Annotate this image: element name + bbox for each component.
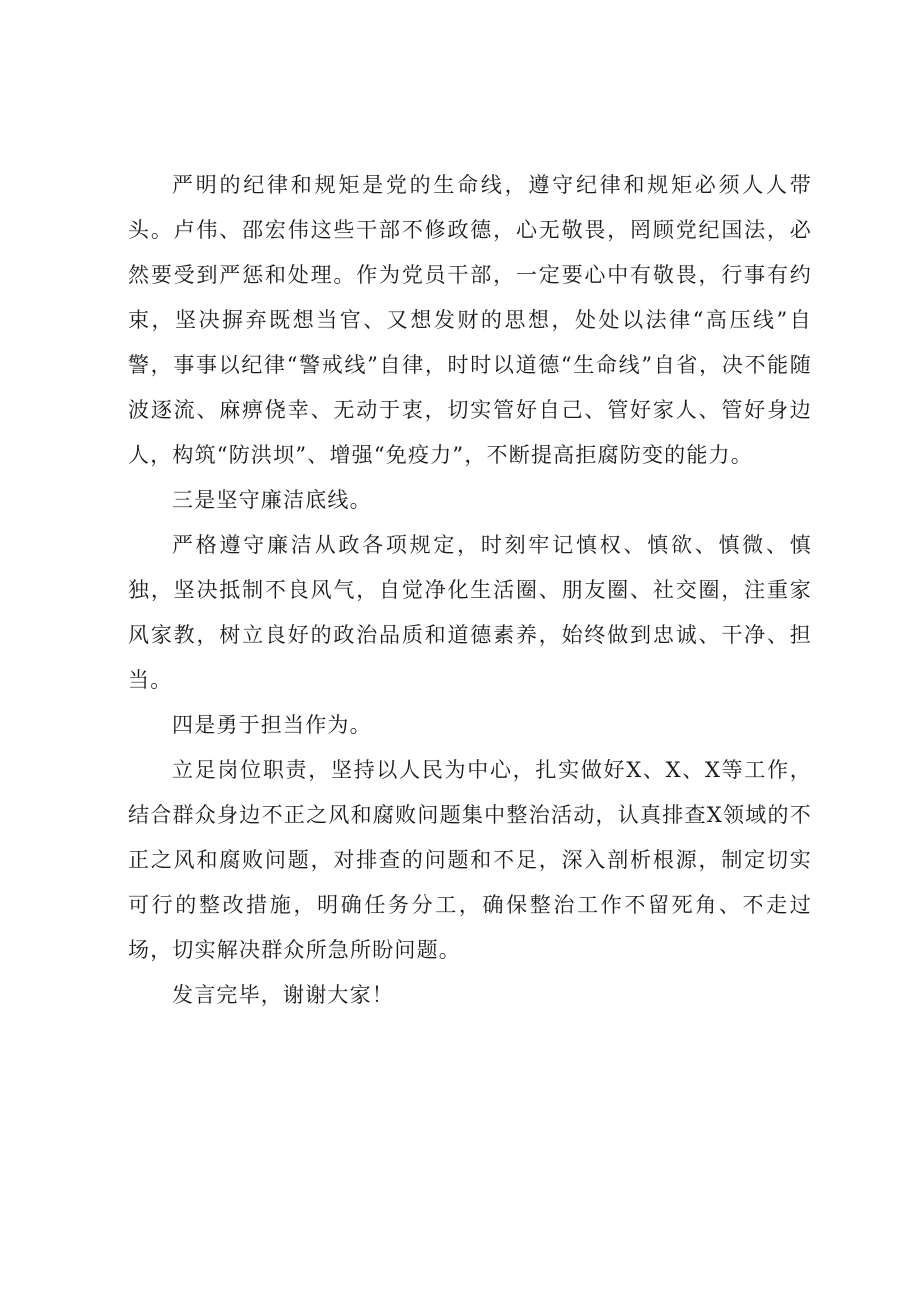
paragraph-discipline: 严明的纪律和规矩是党的生命线，遵守纪律和规矩必须人人带头。卢伟、邵宏伟这些干部不修政德，心无敬畏，罔顾党纪国法，必然要受到严惩和处理。作为党员干部，一定要心中有敬畏，行事有约束，坚决摒弃既想当官、又想发财的思想，处处以法律“高压线”自警，事事以纪律“警戒线”自律，时时以道德“生命线”自省，决不能随波逐流、麻痹侥幸、无动于衷，切实管好自己、管好家人、管好身边人，构筑“防洪坝”、增强“免疫力”，不断提高拒腐防变的能力。 [128, 173, 812, 467]
closing-remark: 发言完毕，谢谢大家！ [172, 983, 394, 1007]
section-heading-responsibility: 四是勇于担当作为。 [172, 713, 372, 737]
document-body [128, 163, 812, 1018]
section-heading-integrity: 三是坚守廉洁底线。 [172, 488, 372, 512]
paragraph-responsibility: 立足岗位职责，坚持以人民为中心，扎实做好X、X、X等工作，结合群众身边不正之风和腐败问题集中整治活动，认真排查X领域的不正之风和腐败问题，对排查的问题和不足，深入剖析根源，制定切实可行的整改措施，明确任务分工，确保整治工作不留死角、不走过场，切实解决群众所急所盼问题。 [128, 758, 812, 962]
paragraph-integrity: 严格遵守廉洁从政各项规定，时刻牢记慎权、慎欲、慎微、慎独，坚决抵制不良风气，自觉净化生活圈、朋友圈、社交圈，注重家风家教，树立良好的政治品质和道德素养，始终做到忠诚、干净、担当。 [128, 533, 812, 692]
